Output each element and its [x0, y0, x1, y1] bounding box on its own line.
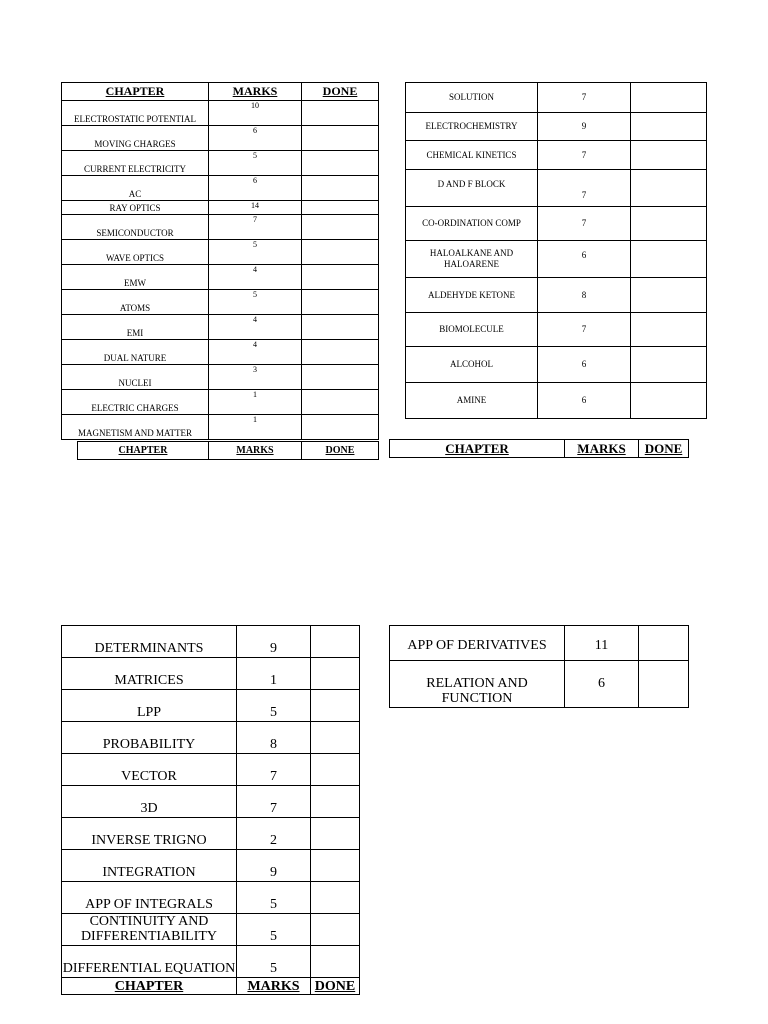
done-cell[interactable] [631, 207, 707, 241]
done-cell[interactable] [311, 850, 360, 882]
done-cell[interactable] [631, 170, 707, 207]
chapter-cell: D AND F BLOCK [406, 170, 538, 207]
chapter-cell: ELECTRIC CHARGES [62, 390, 209, 415]
table-row [62, 882, 360, 914]
table-row [62, 722, 360, 754]
done-cell[interactable] [311, 722, 360, 754]
table-row [406, 241, 707, 278]
table-row [62, 946, 360, 978]
marks-cell: 6 [538, 383, 631, 419]
done-column-header: DONE [639, 440, 689, 458]
done-cell[interactable] [302, 176, 379, 201]
table-row [406, 207, 707, 241]
physics-footer-header [77, 441, 379, 460]
table-row [62, 265, 379, 290]
chemistry-footer-header [389, 439, 689, 458]
done-cell[interactable] [631, 241, 707, 278]
marks-cell: 4 [209, 265, 302, 290]
table-row [406, 113, 707, 141]
marks-cell: 5 [209, 240, 302, 265]
marks-cell: 6 [538, 241, 631, 278]
maths-table-left [61, 625, 360, 995]
done-cell[interactable] [302, 215, 379, 240]
marks-column-header: MARKS [209, 83, 302, 101]
done-cell[interactable] [639, 626, 689, 661]
marks-cell: 10 [209, 101, 302, 126]
marks-cell: 9 [538, 113, 631, 141]
table-row [406, 278, 707, 313]
chapter-cell: VECTOR [62, 754, 237, 786]
marks-cell: 11 [565, 626, 639, 661]
maths-table-right [389, 625, 689, 708]
marks-cell: 5 [209, 290, 302, 315]
marks-column-header: MARKS [565, 440, 639, 458]
chapter-cell: LPP [62, 690, 237, 722]
marks-cell: 1 [237, 658, 311, 690]
done-cell[interactable] [311, 818, 360, 850]
marks-cell: 8 [538, 278, 631, 313]
done-cell[interactable] [302, 201, 379, 215]
chapter-cell: AMINE [406, 383, 538, 419]
marks-cell: 1 [209, 415, 302, 440]
table-row [62, 658, 360, 690]
marks-cell: 1 [209, 390, 302, 415]
table-row [62, 390, 379, 415]
chapter-cell: ATOMS [62, 290, 209, 315]
done-cell[interactable] [302, 126, 379, 151]
done-cell[interactable] [631, 141, 707, 170]
chapter-cell: SEMICONDUCTOR [62, 215, 209, 240]
table-row [62, 415, 379, 440]
chapter-cell: ALDEHYDE KETONE [406, 278, 538, 313]
chapter-column-header: CHAPTER [62, 978, 237, 995]
chapter-cell: ELECTROSTATIC POTENTIAL [62, 101, 209, 126]
chapter-cell: ALCOHOL [406, 347, 538, 383]
table-row [406, 313, 707, 347]
table-row [390, 626, 689, 661]
chapter-cell: CURRENT ELECTRICITY [62, 151, 209, 176]
done-cell[interactable] [631, 313, 707, 347]
chapter-cell: HALOALKANE AND HALOARENE [406, 241, 538, 278]
table-row [62, 215, 379, 240]
marks-cell: 6 [209, 176, 302, 201]
marks-cell: 14 [209, 201, 302, 215]
marks-cell: 6 [209, 126, 302, 151]
table-row [406, 170, 707, 207]
table-footer-header-row [62, 978, 360, 995]
done-column-header: DONE [311, 978, 360, 995]
chapter-cell: CO-ORDINATION COMP [406, 207, 538, 241]
table-row [62, 151, 379, 176]
done-cell[interactable] [302, 415, 379, 440]
table-row [62, 315, 379, 340]
done-cell[interactable] [311, 914, 360, 946]
chapter-cell: SOLUTION [406, 83, 538, 113]
done-cell[interactable] [302, 340, 379, 365]
chapter-cell: DIFFERENTIAL EQUATION [62, 946, 237, 978]
chapter-column-header: CHAPTER [62, 83, 209, 101]
table-row [406, 83, 707, 113]
table-row [62, 101, 379, 126]
table-header-row [62, 83, 379, 101]
done-cell[interactable] [639, 661, 689, 708]
chapter-cell: CHEMICAL KINETICS [406, 141, 538, 170]
done-cell[interactable] [302, 151, 379, 176]
table-row [62, 786, 360, 818]
chapter-column-header: CHAPTER [390, 440, 565, 458]
marks-cell: 9 [237, 626, 311, 658]
chapter-cell: MAGNETISM AND MATTER [62, 415, 209, 440]
done-cell[interactable] [631, 347, 707, 383]
physics-table [61, 82, 379, 440]
marks-column-header: MARKS [209, 442, 302, 460]
done-cell[interactable] [311, 626, 360, 658]
table-row [62, 626, 360, 658]
chapter-cell: PROBABILITY [62, 722, 237, 754]
done-cell[interactable] [631, 278, 707, 313]
chapter-cell: INVERSE TRIGNO [62, 818, 237, 850]
marks-cell: 5 [209, 151, 302, 176]
chapter-cell: AC [62, 176, 209, 201]
chapter-cell: MOVING CHARGES [62, 126, 209, 151]
table-row [62, 240, 379, 265]
chapter-cell: ELECTROCHEMISTRY [406, 113, 538, 141]
chapter-cell: RAY OPTICS [62, 201, 209, 215]
done-cell[interactable] [631, 113, 707, 141]
table-row [62, 126, 379, 151]
done-cell[interactable] [302, 101, 379, 126]
marks-cell: 2 [237, 818, 311, 850]
chapter-cell: APP OF INTEGRALS [62, 882, 237, 914]
marks-cell: 5 [237, 914, 311, 946]
marks-cell: 7 [538, 141, 631, 170]
chapter-cell: DUAL NATURE [62, 340, 209, 365]
chapter-cell: RELATION AND FUNCTION [390, 661, 565, 708]
table-row [406, 347, 707, 383]
done-column-header: DONE [302, 442, 379, 460]
done-cell[interactable] [311, 786, 360, 818]
marks-cell: 7 [237, 754, 311, 786]
chapter-cell: APP OF DERIVATIVES [390, 626, 565, 661]
marks-cell: 7 [538, 313, 631, 347]
marks-cell: 7 [209, 215, 302, 240]
marks-cell: 5 [237, 690, 311, 722]
done-cell[interactable] [311, 754, 360, 786]
table-row [62, 201, 379, 215]
done-cell[interactable] [631, 383, 707, 419]
chapter-cell: 3D [62, 786, 237, 818]
table-row [406, 141, 707, 170]
marks-cell: 7 [538, 207, 631, 241]
table-row [62, 365, 379, 390]
chapter-cell: CONTINUITY AND DIFFERENTIABILITY [62, 914, 237, 946]
chapter-cell: EMI [62, 315, 209, 340]
done-cell[interactable] [311, 882, 360, 914]
chapter-cell: EMW [62, 265, 209, 290]
done-cell[interactable] [302, 390, 379, 415]
done-cell[interactable] [302, 365, 379, 390]
table-row [62, 914, 360, 946]
chemistry-table [405, 82, 707, 419]
done-cell[interactable] [302, 240, 379, 265]
table-row [62, 690, 360, 722]
marks-cell: 8 [237, 722, 311, 754]
done-cell[interactable] [302, 265, 379, 290]
chapter-cell: WAVE OPTICS [62, 240, 209, 265]
table-row [62, 818, 360, 850]
marks-cell: 6 [538, 347, 631, 383]
done-cell[interactable] [311, 946, 360, 978]
table-row [62, 290, 379, 315]
table-row [62, 754, 360, 786]
chapter-cell: BIOMOLECULE [406, 313, 538, 347]
table-row [62, 176, 379, 201]
marks-cell: 4 [209, 315, 302, 340]
done-cell[interactable] [311, 690, 360, 722]
marks-cell: 5 [237, 882, 311, 914]
done-column-header: DONE [302, 83, 379, 101]
marks-column-header: MARKS [237, 978, 311, 995]
marks-cell: 5 [237, 946, 311, 978]
marks-cell: 4 [209, 340, 302, 365]
done-cell[interactable] [631, 83, 707, 113]
done-cell[interactable] [302, 290, 379, 315]
marks-cell: 6 [565, 661, 639, 708]
marks-cell: 3 [209, 365, 302, 390]
table-row [390, 661, 689, 708]
chapter-cell: DETERMINANTS [62, 626, 237, 658]
marks-cell: 7 [538, 170, 631, 207]
chapter-cell: MATRICES [62, 658, 237, 690]
chapter-cell: NUCLEI [62, 365, 209, 390]
table-row [406, 383, 707, 419]
marks-cell: 7 [237, 786, 311, 818]
chapter-column-header: CHAPTER [78, 442, 209, 460]
marks-cell: 9 [237, 850, 311, 882]
marks-cell: 7 [538, 83, 631, 113]
table-row [62, 340, 379, 365]
table-row [62, 850, 360, 882]
chapter-cell: INTEGRATION [62, 850, 237, 882]
done-cell[interactable] [302, 315, 379, 340]
done-cell[interactable] [311, 658, 360, 690]
